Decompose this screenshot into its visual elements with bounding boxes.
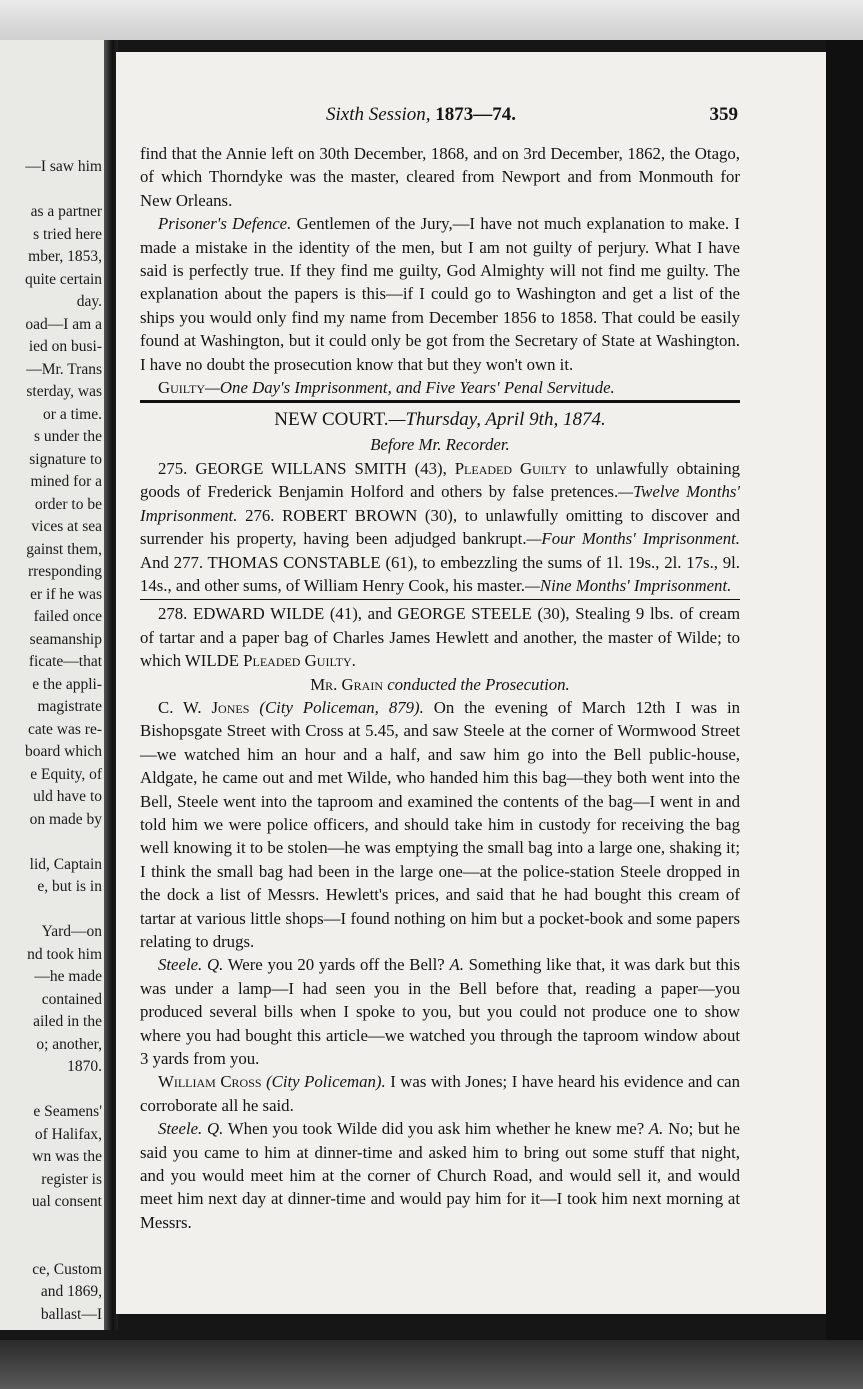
witness-jones-role: (City Policeman, 879). — [259, 697, 424, 717]
court-title: NEW COURT. — [274, 409, 389, 431]
case-divider — [140, 599, 740, 600]
session-title: Sixth Session, — [326, 104, 431, 125]
left-page-line: and 1869, — [40, 1283, 102, 1300]
plea-278: Pleaded Guilty. — [243, 651, 356, 671]
sentence-275: —Twelve Months' Imprisonment. — [140, 482, 740, 525]
book-bottom-edge — [0, 1340, 863, 1389]
case-278: 278. EDWARD WILDE (41), and GEORGE STEELE (30), Stealing 9 lbs. of cream of tartar and a paper bag of Charles James Hewlett and another, the master of Wilde; to which WILDE — [140, 604, 740, 671]
prosecutor-name: Mr. Grain — [310, 674, 384, 694]
question-2: When you took Wilde did you ask him whether he knew me? — [227, 1119, 645, 1139]
paragraph-defence — [140, 212, 740, 376]
cross-exam-1 — [140, 953, 740, 1070]
testimony-cross — [140, 1070, 740, 1117]
page-body — [140, 142, 740, 1234]
verdict-text: —One Day's Imprisonment, and Five Years' Penal Servitude. — [205, 378, 615, 398]
left-page-line: lid, Captain — [29, 855, 102, 873]
left-page-line: wn was the — [32, 1148, 102, 1165]
paragraph-pleas — [140, 457, 740, 597]
answer-marker-1: A. — [449, 955, 464, 975]
case-275-charge: to unlawfully obtaining goods of Frederick Benjamin Holford and others by false pretences. — [140, 458, 740, 502]
left-page-line: rresponding — [27, 563, 102, 580]
verdict-line — [140, 376, 740, 399]
left-page-line: er if he was — [30, 585, 102, 603]
testimony-jones-text: On the evening of March 12th I was in Bishopsgate Street with Cross at 5.45, and saw Steele at the corner of Wormwood Street—we watched him an hour and a half, and saw him go into the Bell public-house, Aldgate, he came out and met Wilde, who handed him this bag—they both went into the Bell, Steele went into the taproom and examined the contents of the bag—I went in and told him we were police officers, and should take him in custody for receiving the bag well knowing it to be stolen—he was emptying the small bag into a large one, shaking it; I think the small bag had been in the large one—at the police-station Steele dropped in the dock a list of Messrs. Hewlett's prices, and said that he had bought this cream of tartar at various little shops—I found nothing on him but a pocket-book and some papers relating to drugs. — [140, 697, 741, 951]
left-page-line: vices at sea — [31, 518, 102, 535]
left-page-line: s under the — [33, 428, 102, 445]
testimony-jones — [140, 696, 740, 953]
book-right-edge — [826, 40, 863, 1340]
question-1: Were you 20 yards off the Bell? — [227, 955, 445, 975]
left-page-line: as a partner — [30, 203, 102, 220]
book-page — [116, 52, 826, 1314]
left-page-line: 1870. — [67, 1058, 102, 1075]
running-header — [116, 104, 826, 128]
left-page-line: signature to — [29, 450, 102, 468]
witness-jones: C. W. Jones — [158, 697, 250, 717]
left-page-line: —Mr. Trans — [26, 360, 102, 378]
left-page-line: ied on busi- — [28, 338, 102, 355]
testimony-cross-text: I was with Jones; I have heard his evidence and can corroborate all he said. — [140, 1072, 740, 1115]
before-line — [140, 433, 740, 456]
left-page-line: register is — [41, 1170, 102, 1188]
plea-275: Pleaded Guilty — [454, 458, 567, 478]
left-page-line: board which — [24, 743, 102, 760]
answer-1: Something like that, it was dark but this was under a lamp—I had seen you in the Bell before that, reading a paper—you produced several bills when I spoke to you, but you could not produce one to show where you had bought this article—we watched you through the taproom window about 3 yards from you. — [140, 955, 740, 1069]
case-276: 276. ROBERT BROWN (30), to unlawfully omitting to discover and surrender his property, having been adjudged bankrupt. — [140, 505, 740, 549]
left-page-line: cate was re- — [27, 720, 102, 738]
sentence-276: —Four Months' Imprisonment. — [526, 529, 740, 549]
question-marker-1: Q. — [207, 955, 224, 975]
answer-marker-2: A. — [648, 1119, 664, 1139]
left-page-line: order to be — [34, 495, 102, 513]
session-years: 1873—74. — [435, 104, 516, 125]
case-275: 275. GEORGE WILLANS SMITH (43), — [158, 458, 447, 478]
left-page-line: seamanship — [29, 630, 102, 648]
prosecution-text: conducted the Prosecution. — [387, 674, 570, 694]
paragraph-orleans: find that the Annie left on 30th December, 1868, and on 3rd December, 1862, the Otago, of which Thorndyke was the master, cleared from Newport and from Monmouth for New Orleans. — [140, 144, 740, 210]
court-date: —Thursday, April 9th, 1874. — [388, 409, 606, 431]
left-page-line: oad—I am a — [25, 315, 102, 333]
left-page-line: nd took him — [27, 945, 102, 963]
running-title — [326, 104, 516, 126]
paragraph-case-278 — [140, 602, 740, 672]
question-marker-2: Q. — [207, 1119, 224, 1139]
left-page-line: or a time. — [43, 405, 102, 423]
page-number: 359 — [709, 104, 738, 125]
left-page-line: e the appli- — [32, 675, 102, 693]
court-heading — [140, 406, 740, 433]
left-page-line: —I saw him — [25, 158, 102, 175]
book-top-edge — [0, 0, 863, 40]
left-page-line: of Halifax, — [34, 1125, 102, 1143]
left-page-line: ficate—that — [28, 653, 102, 670]
left-page-line: on made by — [29, 810, 102, 828]
speaker-steele-1: Steele. — [158, 955, 203, 975]
left-page-line: gainst them, — [26, 540, 102, 558]
left-page-line: e Equity, of — [30, 765, 102, 783]
prosecution-line — [140, 673, 740, 696]
left-page-line: s tried here — [33, 225, 102, 243]
left-page-line: sterday, was — [26, 383, 102, 400]
left-page-line: contained — [41, 990, 102, 1008]
left-page-line: uld have to — [33, 788, 102, 805]
answer-2: No; but he said you came to him at dinner-time and asked him to bring out some stuff that night, and you would meet him at the corner of Church Road, and would sell it, and would meet him next day at dinner-time and would pay him for it—I took him next morning at Messrs. — [140, 1119, 740, 1232]
left-page-line: mined for a — [30, 473, 102, 490]
left-page-line: e, but is in — [37, 878, 102, 895]
defence-lead: Prisoner's Defence. — [158, 214, 292, 234]
section-divider — [140, 400, 740, 403]
left-page-line: ual consent — [31, 1193, 102, 1210]
left-page-line: day. — [76, 293, 102, 310]
cross-exam-2 — [140, 1117, 740, 1234]
witness-cross: William Cross — [158, 1072, 262, 1092]
case-277: And 277. THOMAS CONSTABLE (61), to embezzling the sums of 1l. 19s., 2l. 17s., 9l. 14s., and other sums, of William Henry Cook, his master. — [140, 552, 740, 595]
left-page-line: —he made — [34, 968, 102, 985]
left-page-line: failed once — [33, 608, 102, 625]
left-page-fragment — [0, 40, 106, 1330]
witness-cross-role: (City Policeman). — [266, 1072, 386, 1092]
verdict-label: Guilty — [158, 378, 206, 398]
left-page-line: mber, 1853, — [28, 248, 102, 265]
speaker-steele-2: Steele. — [158, 1119, 203, 1139]
left-page-line: ballast—I — [40, 1305, 102, 1323]
left-page-line: ce, Custom — [32, 1260, 102, 1278]
left-page-line: ailed in the — [33, 1013, 102, 1030]
left-page-line: Yard—on — [41, 923, 102, 940]
defence-text: Gentlemen of the Jury,—I have not much explanation to make. I made a mistake in the identity of the men, but I am not guilty of perjury. What I have said is perfectly true. If they find me guilty, God Almighty will not find me guilty. The explanation about the papers is this—if I could go to Washington and get a list of the ships you would only find my name from December 1856 to 1858. That could be easily found at Washington, but it could only be got from the Secretary of State at Washington. I have no doubt the prosecution know that but they won't own it. — [140, 214, 741, 374]
left-page-line: e Seamens' — [33, 1103, 102, 1120]
left-page-line: o; another, — [36, 1035, 102, 1053]
left-page-line: magistrate — [37, 698, 102, 715]
sentence-277: —Nine Months' Imprisonment. — [524, 575, 732, 595]
before-recorder: Before Mr. Recorder. — [370, 435, 510, 455]
left-page-line: quite certain — [24, 270, 102, 288]
